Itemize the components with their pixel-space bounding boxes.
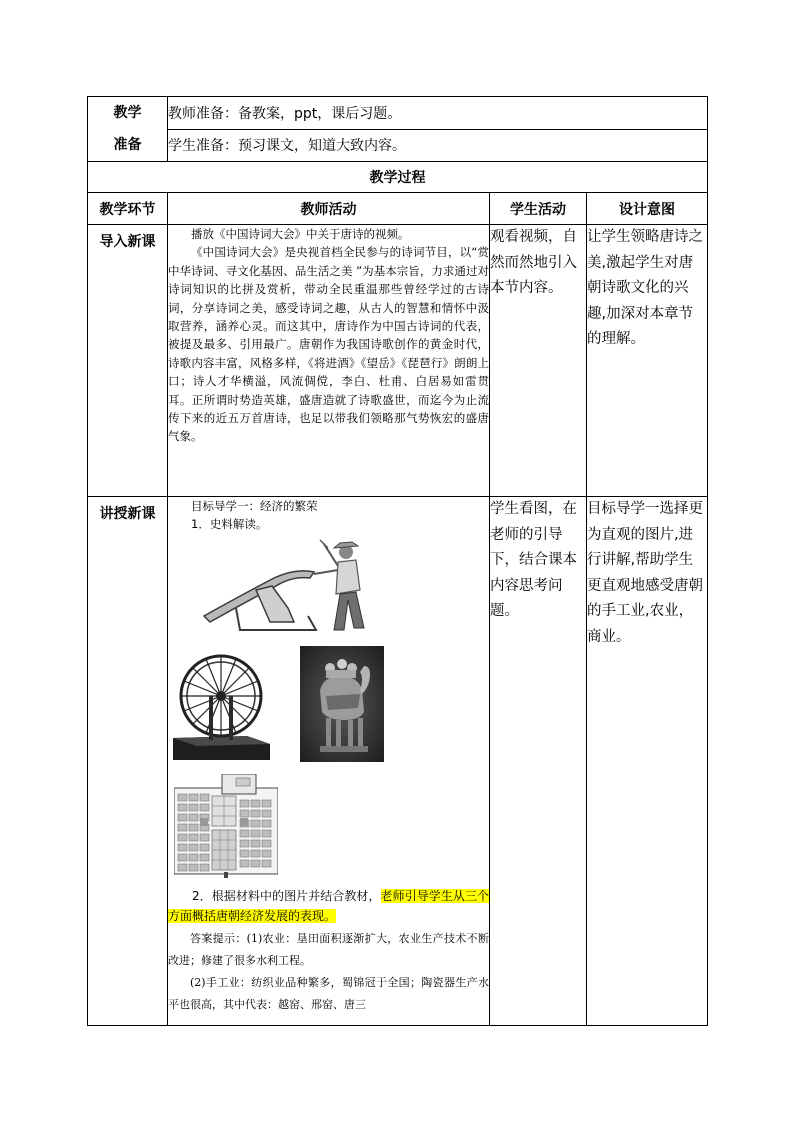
prep-label: 教学 准备 [88,97,168,162]
lecture-design-intent: 目标导学一选择更为直观的图片,进行讲解,帮助学生更直观地感受唐朝的手工业,农业，商业。 [587,497,708,1026]
lesson-plan-table [87,96,708,1026]
lesson-plan-page [87,96,707,1026]
intro-row [88,225,708,497]
lecture-item2-highlight: 老师引导学生从三个方面概括唐朝经济发展的表现。 [168,888,489,923]
intro-stage: 导入新课 [88,225,168,497]
tang-sancai-camel-photo [300,646,384,762]
lecture-goal: 目标导学一：经济的繁荣 [191,499,318,513]
lecture-item2: 2．根据材料中的图片并结合教材，老师引导学生从三个方面概括唐朝经济发展的表现。 [168,888,489,923]
lecture-row [88,497,708,1026]
header-stage: 教学环节 [88,193,168,225]
teacher-prep: 教师准备：备教案，ppt，课后习题。 [168,97,708,130]
header-teacher: 教师活动 [168,193,490,225]
answer-hint-2: (2)手工业：纺织业品种繁多，蜀锦冠于全国；陶瓷器生产水平也很高，其中代表：越窑、邢窑、唐三 [168,975,489,1011]
student-prep: 学生准备：预习课文，知道大致内容。 [168,129,708,162]
intro-teacher-p1: 播放《中国诗词大会》中关于唐诗的视频。 [191,227,410,241]
intro-teacher-p2: 《中国诗词大会》是央视首档全民参与的诗词节目，以“赏中华诗词、寻文化基因、品生活之美 ”为基本宗旨，力求通过对诗词知识的比拼及赏析，带动全民重温那些曾经学过的古诗词，分享诗词之美，感受诗词之趣，从古人的智慧和情怀中汲取营养，涵养心灵。而这其中，唐诗作为中国古诗词的代表，被提及最多、引用最广。唐朝作为我国诗歌创作的黄金时代，诗歌内容丰富，风格多样，《将进酒》《望岳》《琵琶行》朗朗上口；诗人才华横溢，风流倜傥，李白、杜甫、白居易如雷贯耳。正所谓时势造英雄，盛唐造就了诗歌盛世，而迄今为止流传下来的近五万首唐诗，也足以带我们领略那气势恢宏的盛唐气象。 [168,245,489,444]
header-student: 学生活动 [490,193,587,225]
lecture-stage: 讲授新课 [88,497,168,1026]
process-title: 教学过程 [88,162,708,193]
lecture-item1: 1．史料解读。 [191,517,268,532]
intro-design-intent: 让学生领略唐诗之美,激起学生对唐朝诗歌文化的兴趣,加深对本章节的理解。 [587,225,708,497]
intro-teacher-activity [168,225,490,497]
lecture-student-activity: 学生看图，在老师的引导下，结合课本内容思考问题。 [490,497,587,1026]
plow-farmer-illustration [196,538,374,634]
process-header-row [88,193,708,225]
intro-student-activity: 观看视频，自然而然地引入本节内容。 [490,225,587,497]
waterwheel-model-photo [173,650,270,760]
changan-city-plan [174,774,278,878]
header-intent: 设计意图 [587,193,708,225]
lecture-teacher-activity [168,497,490,1026]
lecture-figures [168,534,489,886]
answer-hint-1: 答案提示：(1)农业：垦田面积逐渐扩大，农业生产技术不断改进；修建了很多水利工程。 [168,931,489,967]
